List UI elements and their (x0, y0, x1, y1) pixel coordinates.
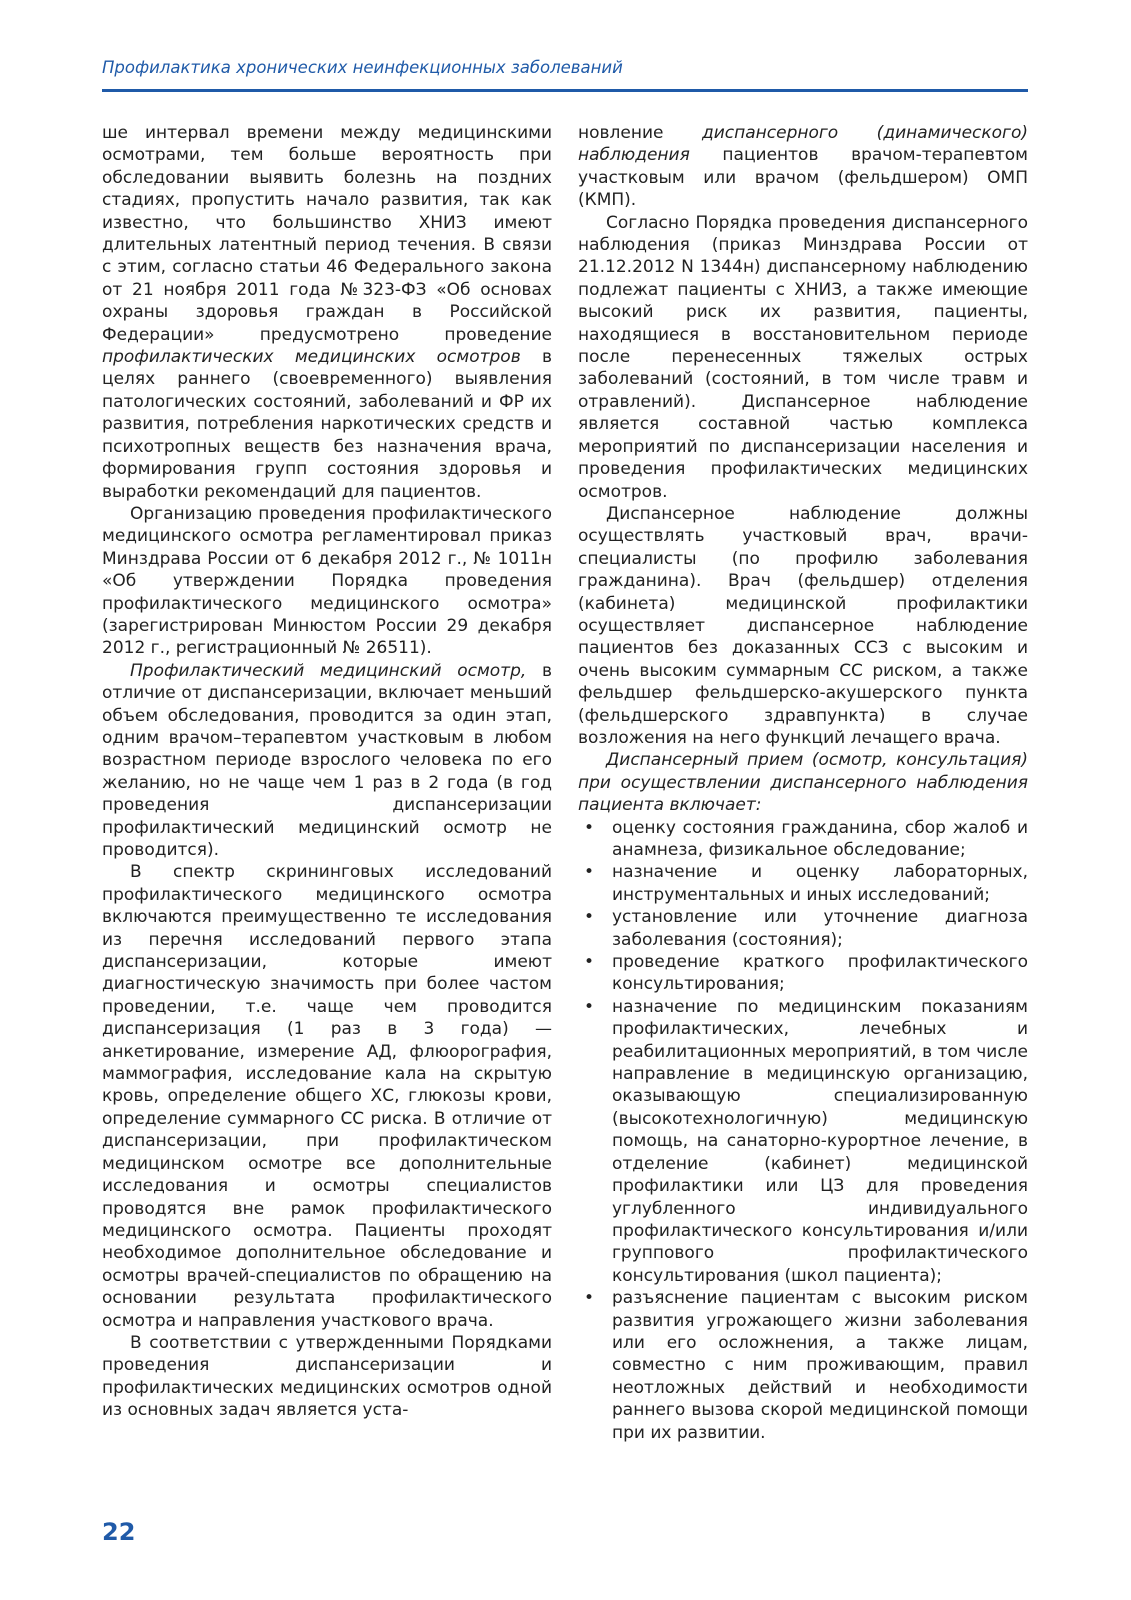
bullet-icon: • (584, 952, 595, 973)
emphasis-text: диспансерного (динамического) наблюдения (578, 123, 1029, 166)
paragraph: новление диспансерного (динамического) наблюдения пациентов врачом-терапевтом участковым или врачом (фельдшером) ОМП (КМП). (578, 123, 1029, 211)
bullet-list (578, 817, 1028, 1444)
header-divider (102, 89, 1028, 92)
paragraph: Диспансерное наблюдение должны осуществлять участковый врач, врачи-специалисты (по профилю заболевания гражданина). Врач (фельдшер) отделения (кабинета) медицинской профилактики осуществляет диспансерное наблюдение пациентов без доказанных ССЗ с высоким и очень высоким суммарным СС риском, а также фельдшер фельдшерско-акушерского пункта (фельдшерского здравпункта) в случае возложения на него функций лечащего врача. (578, 503, 1028, 748)
paragraph: Профилактический медицинский осмотр, в отличие от диспансеризации, включает меньший объем обследования, проводится за один этап, одним врачом–терапевтом участковым в любом возрастном периоде взрослого человека по его желанию, но не чаще чем 1 раз в 2 года (в год проведения диспансеризации профилактический медицинский осмотр не проводится). (102, 660, 552, 860)
left-column (102, 122, 552, 1422)
emphasis-text: Диспансерный прием (осмотр, консультация) при осуществлении диспансерного наблюдения пациента включает: (578, 750, 1028, 816)
list-item: • установление или уточнение диагноза заболевания (состояния); (584, 907, 1028, 950)
paragraph: Согласно Порядка проведения диспансерного наблюдения (приказ Минздрава России от 21.12.2012 N 1344н) диспансерному наблюдению подлежат пациенты с ХНИЗ, а также имеющие высокий риск их развития, пациенты, находящиеся в восстановительном периоде после перенесенных тяжелых острых заболеваний (состояний, в том числе травм и отравлений). Диспансерное наблюдение является составной частью комплекса мероприятий по диспансеризации населения и проведения профилактических медицинских осмотров. (578, 212, 1028, 502)
emphasis-text: Профилактический медицинский осмотр, (130, 660, 527, 681)
list-item: • проведение краткого профилактического консультирования; (584, 952, 1028, 995)
bullet-icon: • (584, 907, 595, 928)
bullet-icon: • (584, 817, 595, 838)
paragraph: Организацию проведения профилактического медицинского осмотра регламентировал приказ Минздрава России от 6 декабря 2012 г., № 1011н «Об утверждении Порядка проведения профилактического медицинского осмотра» (зарегистрирован Минюстом России 29 декабря 2012 г., регистрационный № 26511). (102, 503, 552, 659)
bullet-icon: • (584, 996, 595, 1017)
paragraph: В соответствии с утвержденными Порядками проведения диспансеризации и профилактических медицинских осмотров одной из основных задач является уста- (102, 1332, 552, 1421)
paragraph: В спектр скрининговых исследований профилактического медицинского осмотра включаются преимущественно те исследования из перечня исследований первого этапа диспансеризации, которые имеют диагностическую значимость при более частом проведении, т.е. чаще чем проводится диспансеризация (1 раз в 3 года) — анкетирование, измерение АД, флюорография, маммография, исследование кала на скрытую кровь, определение общего ХС, глюкозы крови, определение суммарного СС риска. В отличие от диспансеризации, при профилактическом медицинском осмотре все дополнительные исследования и осмотры специалистов проводятся вне рамок профилактического медицинского осмотра. Пациенты проходят необходимое дополнительное обследование и осмотры врачей-специалистов по обращению на основании результата профилактического осмотра и направления участкового врача. (102, 862, 552, 1331)
running-header-title: Профилактика хронических неинфекционных заболеваний (102, 58, 623, 77)
bullet-icon: • (584, 1288, 595, 1309)
right-column (578, 122, 1028, 1444)
list-intro (578, 749, 1028, 816)
bullet-icon: • (584, 862, 595, 883)
emphasis-text: профилактических медицинских осмотров (102, 347, 521, 368)
list-item: • назначение и оценку лабораторных, инструментальных и иных исследований; (584, 862, 1028, 905)
list-item: • назначение по медицинским показаниям профилактических, лечебных и реабилитационных мероприятий, в том числе направление в медицинскую организацию, оказывающую специализированную (высокотехнологичную) медицинскую помощь, на санаторно-курортное лечение, в отделение (кабинет) медицинской профилактики или ЦЗ для проведения углубленного индивидуального профилактического консультирования и/или группового профилактического консультирования (школ пациента); (584, 996, 1028, 1286)
page-number: 22 (102, 1518, 136, 1546)
list-item: • разъяснение пациентам с высоким риском развития угрожающего жизни заболевания или его осложнения, а также лицам, совместно с ним проживающим, правил неотложных действий и необходимости раннего вызова скорой медицинской помощи при их развитии. (584, 1288, 1028, 1443)
paragraph: ше интервал времени между медицинскими осмотрами, тем больше вероятность при обследовании выявить болезнь на поздних стадиях, пропустить начало развития, так как известно, что большинство ХНИЗ имеют длительных латентный период течения. В связи с этим, согласно статьи 46 Федерального закона от 21 ноября 2011 года №323-ФЗ «Об основах охраны здоровья граждан в Российской Федерации» предусмотрено проведение профилактических медицинских осмотров в целях раннего (своевременного) выявления патологических состояний, заболеваний и ФР их развития, потребления наркотических средств и психотропных веществ без назначения врача, формирования групп состояния здоровья и выработки рекомендаций для пациентов. (102, 123, 552, 502)
list-item: • оценку состояния гражданина, сбор жалоб и анамнеза, физикальное обследование; (584, 817, 1028, 860)
